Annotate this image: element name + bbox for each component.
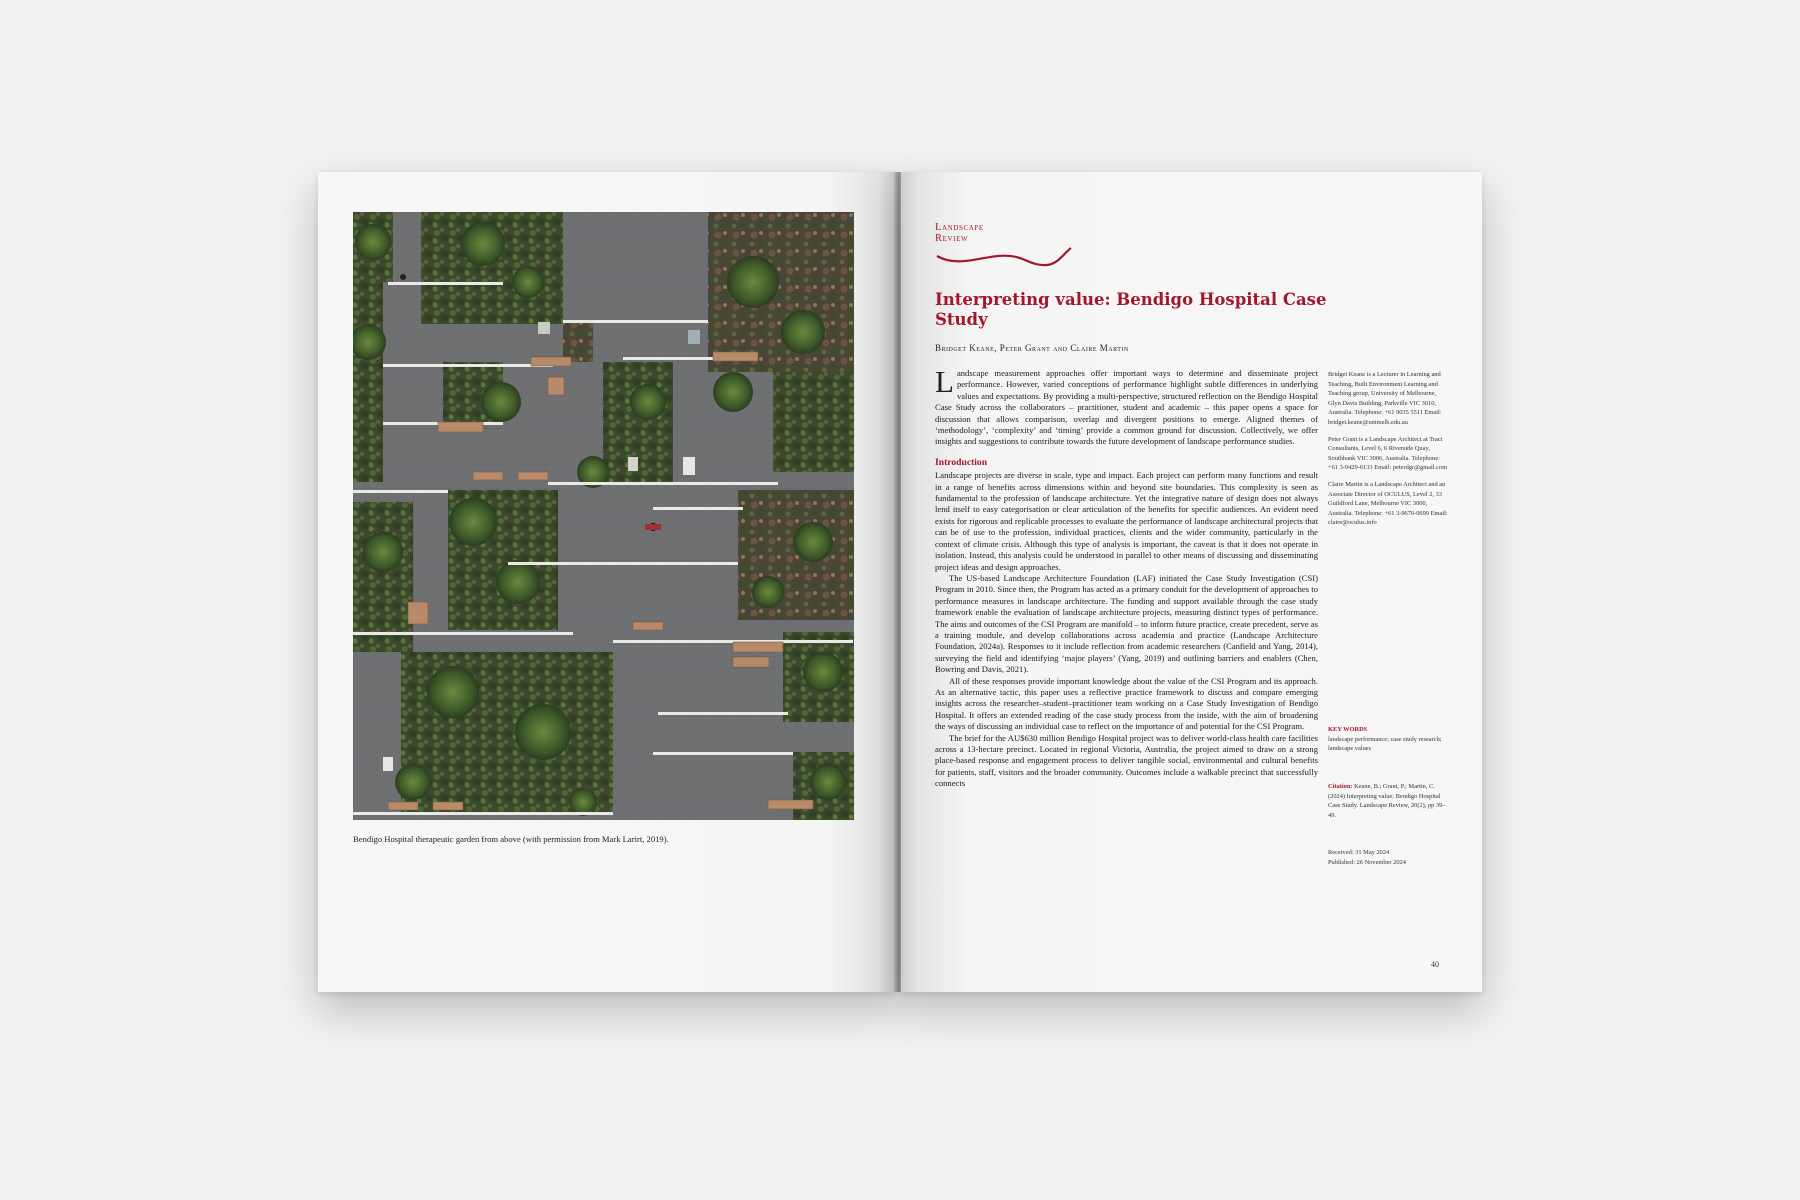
page-number: 40 — [1431, 960, 1439, 969]
received-date: Received: 31 May 2024 — [1328, 849, 1390, 856]
keywords-heading: KEY WORDS — [1328, 726, 1368, 733]
citation-label: Citation: — [1328, 783, 1353, 790]
paragraph: The brief for the AU$630 million Bendigo Hospital project was to deliver world-class health care facilities across a 13-hectare precinct. Located in regional Victoria, Australia, the project aimed to draw on a strong place-based response and engagement process to deliver tangible social, environmental and cultural benefits for patients, staff, visitors and the broader community. Outcomes include a walkable precinct that successfully connects — [935, 732, 1318, 789]
right-page — [901, 172, 1482, 992]
abstract-text: andscape measurement approaches offer important ways to determine and disseminate project performance. However, varied conceptions of performance highlight subtle differences in underlying values and expectations. By providing a multi-perspective, structured reflection on the Bendigo Hospital Case Study across the collaborators – practitioner, student and academic – this paper opens a space for discussion that allows comparison, overlap and divergent positions to emerge. Aligned themes of ‘methodology’, ‘complexity’ and ‘timing’ provide a common ground for discussion. Collectively, we offer insights and suggestions to contribute towards the future development of landscape performance studies. — [935, 368, 1318, 447]
left-page — [318, 172, 896, 992]
abstract — [935, 364, 1318, 448]
article-title: Interpreting value: Bendigo Hospital Case Study — [935, 290, 1327, 329]
logo-swoosh-icon — [935, 242, 1075, 268]
section-heading-introduction: Introduction — [935, 456, 988, 468]
dates-block — [1328, 848, 1448, 867]
citation-block — [1328, 782, 1448, 820]
citation-text: Keane, B.; Grant, P.; Martin, C. (2024) Interpreting value: Bendigo Hospital Case Study. Landscape Review, 20(2), pp 39–49. — [1328, 783, 1446, 819]
journal-logo — [935, 222, 1075, 272]
author-bio: Bridget Keane is a Lecturer in Learning and Teaching, Built Environment Learning and Teaching group, University of Melbourne, Glyn Davis Building, Parkville VIC 3010, Australia. Telephone: +61 9035 5511 Email: bridget.keane@unimelb.edu.au — [1328, 371, 1442, 426]
published-date: Published: 26 November 2024 — [1328, 858, 1406, 866]
paragraph: Landscape projects are diverse in scale, type and impact. Each project can perform many functions and result in a range of benefits across dimensions within and beyond site boundaries. This complexity is seen as fundamental to the profession of landscape architecture. Yet the integrative nature of design does not always lend itself to easy categorisation or clear articulation of the benefits for specific audiences. An evident need exists for rigorous and replicable processes to evaluate the performance of landscape architectural projects that can be of use to the profession, individual practices, clients and the wider community, particularly in the context of climate crisis. Although this type of analysis is important, the caveat is that it does not operate in isolation. Instead, this analysis could be understood in parallel to other means of discussing and disseminating project ideas and design approaches. — [935, 470, 1318, 572]
dropcap: L — [935, 364, 954, 399]
keywords-text: landscape performance; case study research; landscape values — [1328, 735, 1442, 753]
paragraph: All of these responses provide important knowledge about the value of the CSI Program and its approach. As an alternative tactic, this paper uses a reflective practice framework to discuss and compare emerging insights across the researcher–student–practitioner team working on a Case Study Investigation of Bendigo Hospital. It offers an extended reading of the case study process from the inside, with the aim of broadening the ways of discussing an individual case to reflect on the importance of and potential for the CSI Program. — [935, 675, 1318, 732]
logo-line1: Landscape — [935, 222, 984, 233]
logo-line2: Review — [935, 233, 969, 244]
author-bio: Claire Martin is a Landscape Architect and an Associate Director of OCULUS, Level 2, 33 Guildford Lane, Melbourne VIC 3000, Australia. Telephone: +61 3-9670-0699 Email: claire@oculus.info — [1328, 480, 1448, 527]
keywords-block — [1328, 725, 1448, 761]
photo-caption: Bendigo Hospital therapeutic garden from above (with permission from Mark Larirt, 2019). — [353, 834, 669, 844]
paragraph: The US-based Landscape Architecture Foundation (LAF) initiated the Case Study Investigation (CSI) Program in 2010. Since then, the Program has acted as a primary conduit for the development of approaches to performance measures in landscape architecture. The funding and support available through the case study framework enable the evaluation of landscape architecture projects, measuring distinct types of performance. The aims and outcomes of the CSI Program are manifold – to inform future practice, create precedent, serve as a training module, and develop collaborations across academia and practice (Landscape Architecture Foundation, 2024a). Responses to it include reflection from academic researchers (Canfield and Yang, 2014), surveying the field and identifying ‘major players’ (Yang, 2019) and outlining barriers and enablers (Chen, Bowring and Davis, 2021). — [935, 572, 1318, 675]
sidebar — [1328, 370, 1448, 866]
aerial-garden-photo — [353, 212, 854, 820]
author-bio: Peter Grant is a Landscape Architect at Tract Consultants, Level 6, 6 Riverside Quay, Southbank VIC 3006, Australia. Telephone: +61 3-9429-6133 Email: peterdgr@gmail.com — [1328, 435, 1448, 472]
article-authors: Bridget Keane, Peter Grant and Claire Martin — [935, 343, 1129, 353]
article-body — [935, 364, 1318, 790]
